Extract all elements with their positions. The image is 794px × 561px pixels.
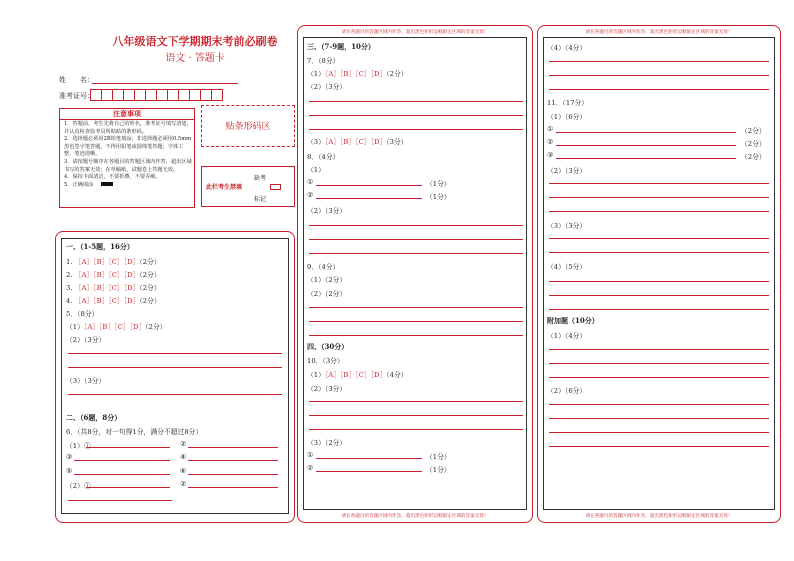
answer-line[interactable] [188, 487, 278, 488]
answer-line[interactable] [549, 432, 769, 433]
q8-item-2: ② [307, 191, 314, 199]
score-label: （3分） [386, 138, 408, 146]
question-10-3: （3）（2分） [307, 439, 347, 447]
question-5-2: （2）（3分） [66, 336, 106, 344]
answer-line[interactable] [549, 295, 769, 296]
exam-title: 八年级语文下学期期末考前必刷卷 [112, 35, 278, 48]
question-9-1: （1）（2分） [307, 276, 347, 284]
extra-question-2: （2）（6分） [547, 387, 587, 395]
notice-title: 注意事项 [60, 109, 194, 120]
notice-item: 3．请按题号顺序在各题目的答题区域内作答，超出区域书写的答案无效；在草稿纸、试题卷上答题无效。 [64, 158, 192, 173]
exam-no-label: 准考证号： [59, 92, 94, 100]
notice-item: 1．答题前，考生先将自己的姓名，准考证号填写清楚，并认真检查监考员所粘贴的条形码。 [64, 121, 192, 135]
answer-line[interactable] [549, 404, 769, 405]
answer-line[interactable] [549, 363, 769, 364]
question-number: 3. [66, 284, 73, 292]
notice-body [64, 121, 192, 189]
absent-checkbox[interactable] [270, 184, 281, 190]
question-11-1: （1）（6分） [547, 113, 587, 121]
answer-line[interactable] [549, 252, 769, 253]
answer-box-3 [543, 37, 775, 510]
question-number: 2. [66, 271, 73, 279]
answer-line[interactable] [74, 474, 170, 475]
answer-line[interactable] [309, 429, 523, 430]
panel-2-bottom-warning: 请在各题目的答题区域内作答，超出黑色矩形边框限定区域的答案无效！ [341, 514, 489, 519]
notice-item-text: 5．正确填涂 [64, 181, 94, 188]
answer-line[interactable] [549, 197, 769, 198]
score-label: （2分） [741, 127, 766, 135]
q11-item-2: ② [547, 138, 554, 146]
q6-item-1: （1）① [66, 442, 91, 450]
question-1 [66, 256, 161, 266]
q6-item-5: ⑤ [66, 467, 73, 475]
choice-options[interactable]: ［A］［B］［C］［D］ [324, 371, 387, 379]
question-10-2: （2）（3分） [307, 385, 347, 393]
barcode-area: 贴条形码区 [201, 105, 295, 147]
question-number: 1. [66, 258, 73, 266]
question-7-3 [307, 136, 408, 146]
panel-3-bottom-warning: 请在各题目的答题区域内作答，超出黑色矩形边框限定区域的答案无效！ [585, 514, 733, 519]
question-5-1 [66, 321, 167, 331]
exam-no-grid[interactable] [90, 89, 222, 101]
answer-line[interactable] [309, 225, 523, 226]
question-3 [66, 282, 161, 292]
answer-line[interactable] [68, 367, 282, 368]
choice-options[interactable]: ［A］［B］［C］［D］ [74, 271, 140, 279]
name-label: 姓 名： [59, 76, 94, 84]
q6-2-item-2: ② [180, 480, 187, 488]
score-label: （1分） [426, 453, 451, 461]
q10-item-2: ② [307, 464, 314, 472]
answer-line[interactable] [309, 129, 523, 130]
question-5-3: （3）（3分） [66, 377, 106, 385]
score-label: （2分） [139, 271, 161, 279]
answer-line[interactable] [309, 115, 523, 116]
score-label: （2分） [145, 323, 167, 331]
answer-line[interactable] [556, 158, 736, 159]
question-8: 8．（4分） [307, 153, 340, 161]
q6-item-4: ④ [180, 453, 187, 461]
answer-line[interactable] [549, 349, 769, 350]
q10-item-1: ① [307, 451, 314, 459]
question-11-2: （2）（3分） [547, 167, 587, 175]
answer-line[interactable] [316, 198, 422, 199]
score-label: （1分） [426, 193, 451, 201]
q6-item-6: ⑥ [180, 467, 187, 475]
exam-subtitle: 语文 · 答题卡 [165, 53, 225, 64]
section-4-title: 四、（30分） [307, 342, 349, 351]
score-label: （2分） [386, 70, 408, 78]
q6-2-item-1: （2）① [66, 482, 91, 490]
score-label: （2分） [139, 297, 161, 305]
section-3-title: 三、（7-9题，10分） [307, 42, 375, 51]
question-2 [66, 269, 161, 279]
answer-line[interactable] [309, 415, 523, 416]
section-2-title: 二、（6题，8分） [66, 413, 122, 422]
answer-line[interactable] [188, 460, 278, 461]
score-label: （1分） [426, 466, 451, 474]
name-field[interactable] [92, 83, 238, 84]
score-label: （2分） [139, 258, 161, 266]
question-4-cont: （4）（4分） [547, 44, 587, 52]
notice-item: 4．保持卡面清洁，不要折叠、不要弄破。 [64, 174, 161, 181]
question-11: 11．（17分） [547, 99, 589, 107]
panel-3-top-warning: 请在各题目的答题区域内作答，超出黑色矩形边框限定区域的答案无效！ [585, 30, 733, 35]
answer-line[interactable] [549, 183, 769, 184]
q6-item-2: ② [180, 440, 187, 448]
q6-item-3: ③ [66, 453, 73, 461]
question-11-3: （3）（3分） [547, 222, 587, 230]
question-7-2: （2）（3分） [307, 83, 347, 91]
question-number: 4. [66, 297, 73, 305]
q8-label-1: （1） [307, 166, 325, 174]
sub-label: （3） [307, 138, 325, 146]
answer-line[interactable] [309, 253, 523, 254]
panel-2-top-warning: 请在各题目的答题区域内作答，超出黑色矩形边框限定区域的答案无效！ [341, 30, 489, 35]
answer-line[interactable] [309, 321, 523, 322]
absent-box [201, 166, 295, 207]
absent-mark: 标记 [254, 196, 267, 203]
answer-line[interactable] [549, 281, 769, 282]
answer-line[interactable] [68, 394, 282, 395]
notice-box [59, 108, 195, 208]
question-7: 7．（8分） [307, 57, 340, 65]
sub-label: （1） [66, 323, 84, 331]
choice-options[interactable]: ［A］［B］［C］［D］ [324, 70, 387, 78]
answer-line[interactable] [549, 61, 769, 62]
answer-line[interactable] [549, 418, 769, 419]
answer-line[interactable] [68, 500, 172, 501]
absent-label: 此栏考生禁填 [206, 184, 243, 191]
score-label: （1分） [426, 180, 451, 188]
answer-line[interactable] [309, 239, 523, 240]
answer-line[interactable] [549, 238, 769, 239]
choice-options[interactable]: ［A］［B］［C］［D］ [74, 297, 140, 305]
answer-line[interactable] [86, 447, 170, 448]
choice-options[interactable]: ［A］［B］［C］［D］ [324, 138, 387, 146]
section-1-title: 一、（1-5题，16分） [66, 242, 134, 251]
sub-label: （1） [307, 371, 325, 379]
extra-section-title: 附加题（10分） [547, 316, 599, 325]
question-9-2: （2）（2分） [307, 290, 347, 298]
question-9: 9．（4分） [307, 263, 340, 271]
answer-line[interactable] [556, 132, 736, 133]
answer-line[interactable] [316, 185, 422, 186]
choice-options[interactable]: ［A］［B］［C］［D］ [83, 323, 146, 331]
answer-line[interactable] [309, 401, 523, 402]
answer-line[interactable] [549, 75, 769, 76]
answer-line[interactable] [309, 307, 523, 308]
answer-line[interactable] [68, 353, 282, 354]
extra-question-1: （1）（4分） [547, 332, 587, 340]
filled-mark-sample [101, 182, 113, 186]
question-5: 5．（8分） [66, 310, 99, 318]
answer-line[interactable] [188, 474, 278, 475]
answer-line[interactable] [86, 487, 170, 488]
question-7-1 [307, 68, 408, 78]
choice-options[interactable]: ［A］［B］［C］［D］ [74, 284, 140, 292]
answer-line[interactable] [74, 460, 170, 461]
answer-line[interactable] [549, 211, 769, 212]
question-4 [66, 295, 161, 305]
question-6: 6．（共8分，对一句得1分，满分不超过8分） [66, 428, 203, 436]
q11-item-3: ③ [547, 151, 554, 159]
exam-no-cell[interactable] [211, 89, 223, 101]
answer-line[interactable] [549, 309, 769, 310]
q8-item-1: ① [307, 178, 314, 186]
question-11-4: （4）（5分） [547, 263, 587, 271]
answer-line[interactable] [556, 145, 736, 146]
answer-line[interactable] [316, 471, 422, 472]
choice-options[interactable]: ［A］［B］［C］［D］ [74, 258, 140, 266]
answer-line[interactable] [309, 101, 523, 102]
answer-line[interactable] [309, 335, 523, 336]
q11-item-1: ① [547, 125, 554, 133]
notice-item [64, 182, 192, 190]
score-label: （2分） [139, 284, 161, 292]
answer-line[interactable] [549, 377, 769, 378]
score-label: （2分） [741, 140, 766, 148]
q8-label-2: （2）（3分） [307, 207, 347, 215]
score-label: （4分） [386, 371, 408, 379]
answer-line[interactable] [316, 458, 422, 459]
question-10: 10．（3分） [307, 357, 344, 365]
absent-missing: 缺考 [254, 175, 267, 182]
answer-line[interactable] [549, 89, 769, 90]
answer-line[interactable] [188, 447, 278, 448]
score-label: （2分） [741, 153, 766, 161]
question-10-1 [307, 369, 408, 379]
sub-label: （1） [307, 70, 325, 78]
notice-item: 2．选择题必须用2B铅笔填涂；非选择题必须用0.5mm黑色签字笔答题，不得用铅笔或圆珠笔答题；字体工整、笔迹清晰。 [64, 136, 192, 158]
answer-line[interactable] [549, 446, 769, 447]
